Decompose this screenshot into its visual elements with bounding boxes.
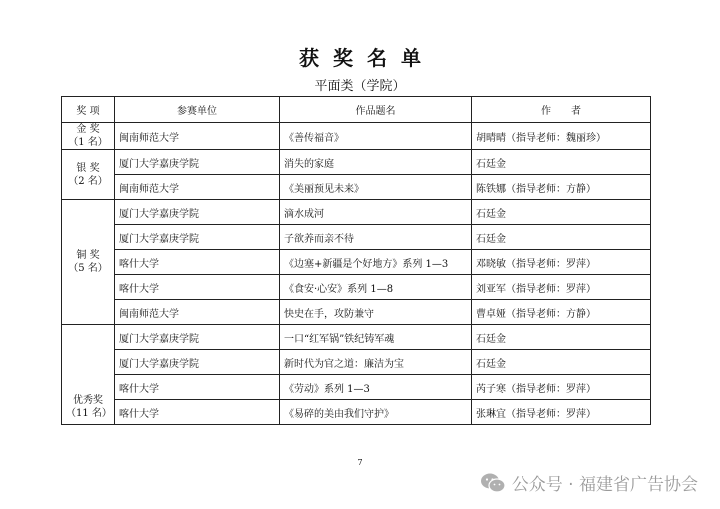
- table-row: [62, 375, 651, 400]
- watermark: [480, 470, 698, 495]
- unit-cell: 闽南师范大学: [115, 123, 280, 150]
- award-excellence: 优秀奖 （11 名）: [62, 325, 115, 425]
- work-title-cell: 《善传福音》: [280, 123, 472, 150]
- work-title-cell: 滴水成河: [280, 200, 472, 225]
- table-row: [62, 123, 651, 150]
- author-cell: 石廷金: [472, 200, 651, 225]
- work-title-cell: 《边塞+新疆是个好地方》系列 1—3: [280, 250, 472, 275]
- page-subtitle: 平面类（学院）: [314, 79, 406, 94]
- work-title-cell: 子欲养而亲不待: [280, 225, 472, 250]
- author-cell: 芮子寒（指导老师：罗萍）: [472, 375, 651, 400]
- unit-cell: 喀什大学: [115, 400, 280, 425]
- author-cell: 陈铁娜（指导老师：方静）: [472, 175, 651, 200]
- author-cell: 刘亚军（指导老师：罗萍）: [472, 275, 651, 300]
- unit-cell: 厦门大学嘉庚学院: [115, 325, 280, 350]
- table-row: [62, 275, 651, 300]
- header-award: 奖 项: [62, 97, 115, 123]
- table-row: [62, 300, 651, 325]
- unit-cell: 喀什大学: [115, 250, 280, 275]
- work-title-cell: 《劳动》系列 1—3: [280, 375, 472, 400]
- table-row: [62, 325, 651, 350]
- unit-cell: 厦门大学嘉庚学院: [115, 150, 280, 175]
- work-title-cell: 快史在手，攻防兼守: [280, 300, 472, 325]
- unit-cell: 厦门大学嘉庚学院: [115, 200, 280, 225]
- header-work-title: 作品题名: [280, 97, 472, 123]
- table-row: [62, 400, 651, 425]
- author-cell: 石廷金: [472, 350, 651, 375]
- unit-cell: 喀什大学: [115, 375, 280, 400]
- author-cell: 石廷金: [472, 150, 651, 175]
- table-row: [62, 250, 651, 275]
- table-row: [62, 350, 651, 375]
- table-header-row: [62, 97, 651, 123]
- work-title-cell: 消失的家庭: [280, 150, 472, 175]
- table-row: [62, 225, 651, 250]
- unit-cell: 闽南师范大学: [115, 175, 280, 200]
- award-table: [61, 96, 651, 425]
- watermark-text: 公众号 · 福建省广告协会: [511, 475, 698, 495]
- page-title: 获奖名单: [299, 46, 435, 70]
- unit-cell: 喀什大学: [115, 275, 280, 300]
- table-row: [62, 200, 651, 225]
- work-title-cell: 一口“红军锅”铁纪铸军魂: [280, 325, 472, 350]
- author-cell: 曹卓娅（指导老师：方静）: [472, 300, 651, 325]
- unit-cell: 厦门大学嘉庚学院: [115, 350, 280, 375]
- author-cell: 胡晴晴（指导老师：魏丽珍）: [472, 123, 651, 150]
- author-cell: 石廷金: [472, 225, 651, 250]
- work-title-cell: 《易碎的美由我们守护》: [280, 400, 472, 425]
- author-cell: 石廷金: [472, 325, 651, 350]
- work-title-cell: 《食安·心安》系列 1—8: [280, 275, 472, 300]
- page-number: 7: [357, 458, 363, 467]
- award-silver: 银 奖 （2 名）: [62, 150, 115, 200]
- unit-cell: 闽南师范大学: [115, 300, 280, 325]
- table-row: [62, 175, 651, 200]
- author-cell: 邓晓敏（指导老师：罗萍）: [472, 250, 651, 275]
- award-bronze: 铜 奖 （5 名）: [62, 200, 115, 325]
- author-cell: 张琳宜（指导老师：罗萍）: [472, 400, 651, 425]
- award-gold: 金 奖 （1 名）: [62, 123, 115, 150]
- work-title-cell: 《美丽预见未来》: [280, 175, 472, 200]
- header-author: 作 者: [472, 97, 651, 123]
- header-unit: 参赛单位: [115, 97, 280, 123]
- table-row: [62, 150, 651, 175]
- wechat-icon: [480, 472, 506, 494]
- work-title-cell: 新时代为官之道：廉洁为宝: [280, 350, 472, 375]
- unit-cell: 厦门大学嘉庚学院: [115, 225, 280, 250]
